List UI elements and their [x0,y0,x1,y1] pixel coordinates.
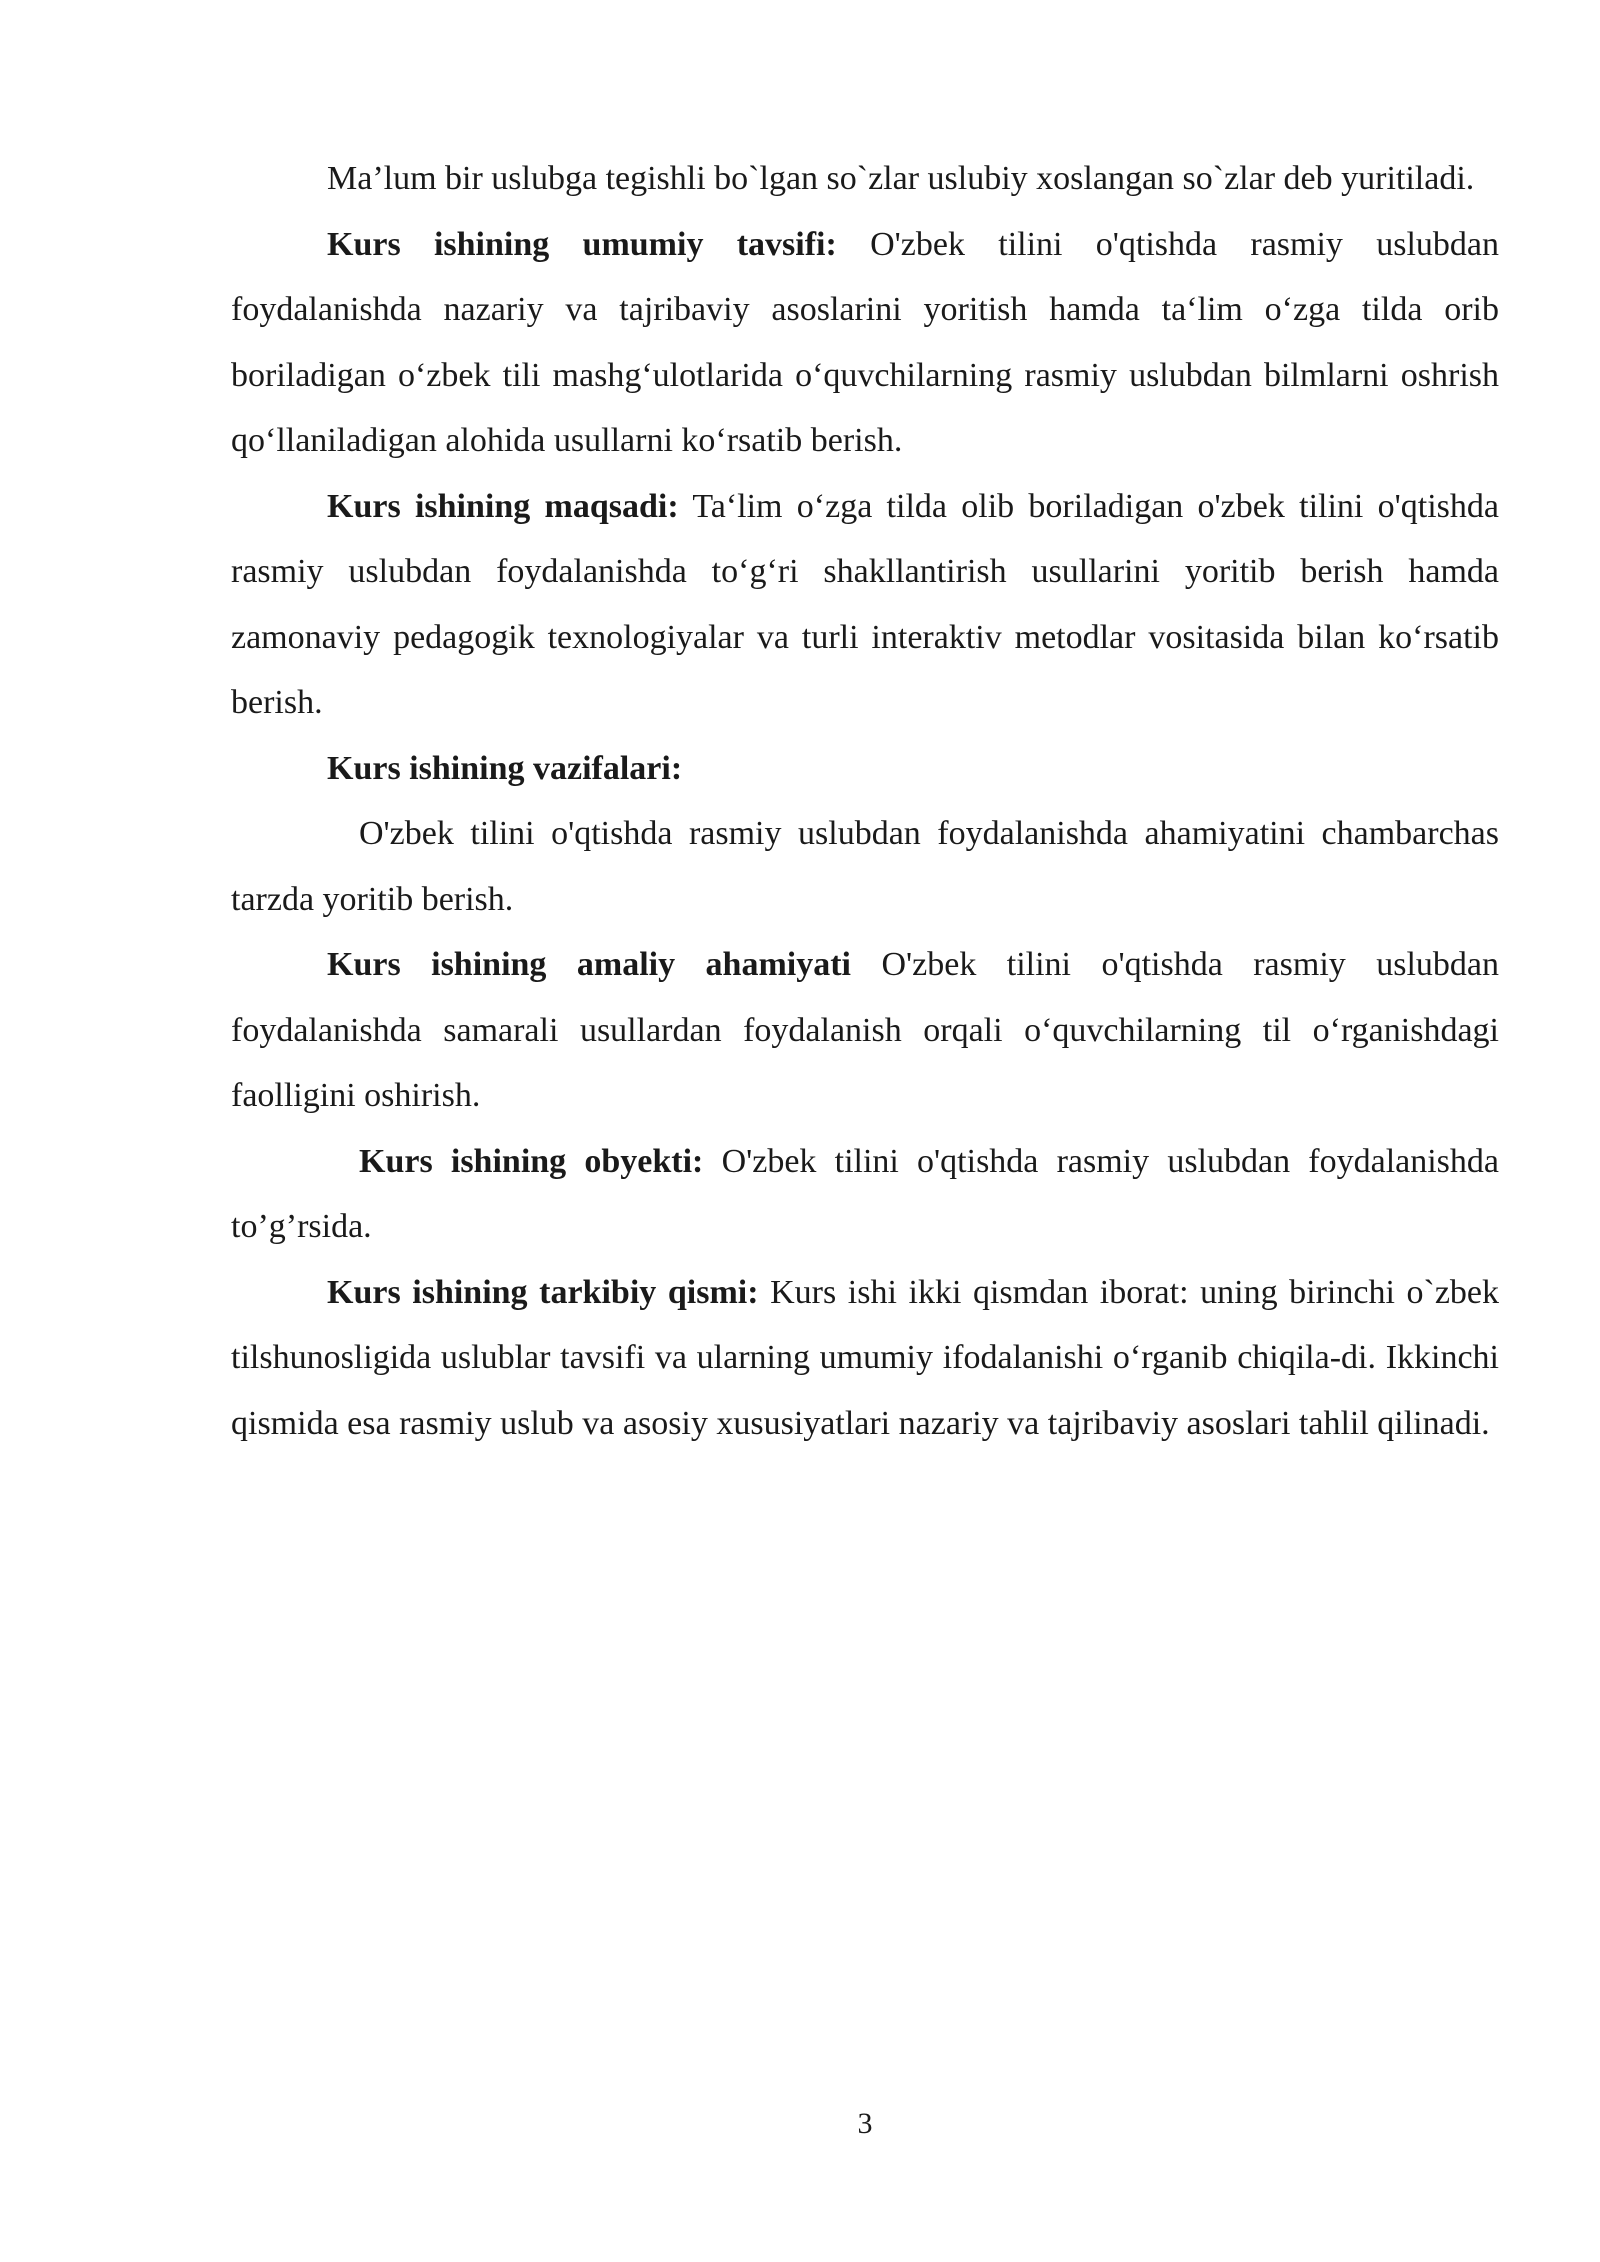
paragraph-general-description [231,212,1499,474]
paragraph-lead: Kurs ishining maqsadi: [327,487,679,525]
paragraph-text: O'zbek tilini o'qtishda rasmiy uslubdan foydalanishda nazariy va tajribaviy asoslarini yoritish hamda ta‘lim o‘zga tilda orib boriladigan o‘zbek tili mashg‘ulotlarida o‘quvchilarning rasmiy uslubdan bilmlarni oshrish qo‘llaniladigan alohida usullarni ko‘rsatib berish. [231,225,1499,459]
paragraph-lead: Kurs ishining umumiy tavsifi: [327,225,837,263]
paragraph-text: O'zbek tilini o'qtishda rasmiy uslubdan foydalanishda samarali usullardan foydalanish orqali o‘quvchilarning til o‘rganishdagi faolligini oshirish. [231,946,1499,1114]
paragraph-intro [231,146,1499,212]
paragraph-lead: Kurs ishining vazifalari: [327,749,683,787]
page-number: 3 [857,2107,873,2140]
paragraph-goal [231,474,1499,736]
paragraph-practical-significance [231,932,1499,1129]
paragraph-structure [231,1260,1499,1457]
paragraph-text: Ma’lum bir uslubga tegishli bo`lgan so`zlar uslubiy xoslangan so`zlar deb yuritiladi. [327,160,1475,197]
paragraph-tasks-heading [231,736,1499,802]
paragraph-object [231,1129,1499,1260]
paragraph-text: Kurs ishi ikki qismdan iborat: uning birinchi o`zbek tilshunosligida uslublar tavsifi va ularning umumiy ifodalanishi o‘rganib chiqila-di. Ikkinchi qismida esa rasmiy uslub va asosiy xususiyatlari nazariy va tajribaviy asoslari tahlil qilinadi. [231,1273,1499,1442]
paragraph-lead: Kurs ishining tarkibiy qismi: [327,1273,759,1311]
paragraph-text: O'zbek tilini o'qtishda rasmiy uslubdan foydalanishda to’g’rsida. [231,1142,1499,1245]
paragraph-lead: Kurs ishining amaliy ahamiyati [327,946,851,983]
document-body [231,146,1499,1456]
paragraph-text: Ta‘lim o‘zga tilda olib boriladigan o'zbek tilini o'qtishda rasmiy uslubdan foydalanishda to‘g‘ri shakllantirish usullarini yoritib berish hamda zamonaviy pedagogik texnologiyalar va turli interaktiv metodlar vositasida bilan ko‘rsatib berish. [231,487,1499,721]
paragraph-tasks-text [231,801,1499,932]
paragraph-text: O'zbek tilini o'qtishda rasmiy uslubdan foydalanishda ahamiyatini chambarchas tarzda yoritib berish. [231,815,1499,918]
paragraph-lead: Kurs ishining obyekti: [359,1142,704,1180]
